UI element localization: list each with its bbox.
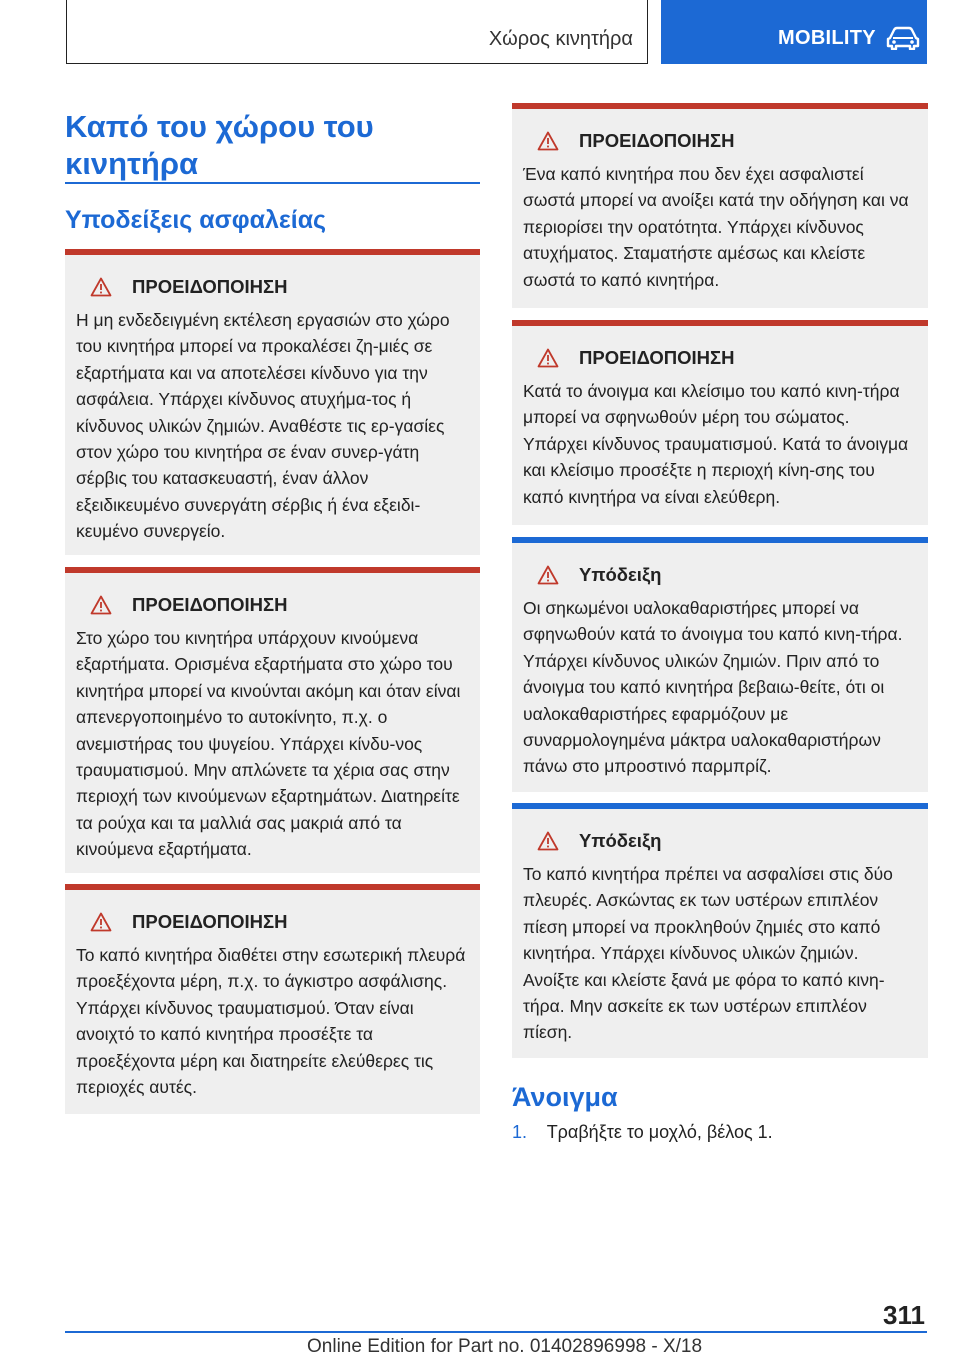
warning-triangle-icon (90, 595, 112, 615)
page-title: Καπό του χώρου του κινητήρα (65, 109, 374, 181)
warning-triangle-icon (537, 348, 559, 368)
car-icon (886, 26, 920, 55)
warning-triangle-icon (537, 131, 559, 151)
warning-text: Στο χώρο του κινητήρα υπάρχουν κινούμενα εξαρτήματα. Ορισμένα εξαρτήματα στο χώρο του κινητήρα μπορεί να κινούνται ακόμη και όταν είναι απενεργοποιημένο το αυτοκίνητο, π.χ. ο ανεμιστήρας του ψυγείου. Υπάρχει κίνδυ-νος τραυματισμού. Μην απλώνετε τα χέρια σας στην περιοχή των κινούμενων εξαρτημάτων. Διατηρείτε τα ρούχα και τα μαλλιά σας μακριά από τα κινούμενα εξαρτήματα. (76, 628, 461, 860)
header-mobility-tab[interactable] (661, 0, 927, 64)
warning-triangle-icon (90, 912, 112, 932)
warning-text: Ένα καπό κινητήρα που δεν έχει ασφαλιστεί σωστά μπορεί να ανοίξει κατά την οδήγηση και να περιορίσει την ορατότητα. Υπάρχει κίνδυνος ατυχήματος. Σταματήστε αμέσως και κλείστε σωστά το καπό κινητήρα. (523, 164, 909, 290)
warning-box-5 (512, 320, 928, 525)
warning-heading: ΠΡΟΕΙΔΟΠΟΙΗΣΗ (537, 346, 918, 370)
note-heading: Υπόδειξη (537, 829, 918, 853)
page-number: 311 (883, 1300, 925, 1330)
step-number: 1. (512, 1122, 528, 1142)
warning-box-2 (65, 567, 480, 873)
warning-heading: ΠΡΟΕΙΔΟΠΟΙΗΣΗ (537, 129, 918, 153)
warning-box-1 (65, 249, 480, 555)
list-item (512, 1122, 773, 1143)
title-divider (65, 182, 480, 184)
header-section-title: Χώρος κινητήρα (488, 28, 633, 50)
note-heading: Υπόδειξη (537, 563, 918, 587)
warning-triangle-icon (90, 277, 112, 297)
header-mobility-label: MOBILITY (778, 27, 876, 49)
warning-box-3 (65, 884, 480, 1114)
caution-triangle-icon (537, 831, 559, 851)
note-box-2 (512, 803, 928, 1058)
warning-heading: ΠΡΟΕΙΔΟΠΟΙΗΣΗ (90, 910, 470, 934)
step-text: Τραβήξτε το μοχλό, βέλος 1. (546, 1122, 773, 1142)
caution-triangle-icon (537, 565, 559, 585)
warning-text: Το καπό κινητήρα διαθέτει στην εσωτερική πλευρά προεξέχοντα μέρη, π.χ. το άγκιστρο ασφάλισης. Υπάρχει κίνδυνος τραυματισμού. Όταν είναι ανοιχτό το καπό κινητήρα προσέξτε τα προεξέχοντα μέρη και διατηρείτε ελεύθερες τις περιοχές αυτές. (76, 945, 466, 1098)
warning-box-4 (512, 103, 928, 308)
warning-heading: ΠΡΟΕΙΔΟΠΟΙΗΣΗ (90, 593, 470, 617)
footer-divider (65, 1331, 927, 1333)
warning-text: Η μη ενδεδειγμένη εκτέλεση εργασιών στο χώρο του κινητήρα μπορεί να προκαλέσει ζη-μιές σε εξαρτήματα και να αποτελέσει κίνδυνο για την ασφάλεια. Υπάρχει κίνδυνος ατυχήμα-τος ή κίνδυνος υλικών ζημιών. Αναθέστε τις ερ-γασίες στον χώρο του κινητήρα σε έναν συνερ-γάτη σέρβις του κατασκευαστή, έναν άλλον εξειδικευμένο συνεργάτη σέρβις ή ένα εξειδι-κευμένο συνεργείο. (76, 310, 450, 542)
note-text: Οι σηκωμένοι υαλοκαθαριστήρες μπορεί να σφηνωθούν κατά το άνοιγμα του καπό κινη-τήρα. Υπάρχει κίνδυνος υλικών ζημιών. Πριν από το άνοιγμα του καπό κινητήρα βεβαιω-θείτε, ότι οι υαλοκαθαριστήρες εφαρμόζουν με συναρμολογημένα μάκτρα υαλοκαθαριστήρων πάνω στο μπροστινό παρμπρίζ. (523, 598, 903, 777)
section-heading-opening: Άνοιγμα (512, 1082, 618, 1112)
header-section-tab (66, 0, 648, 64)
warning-text: Κατά το άνοιγμα και κλείσιμο του καπό κινη-τήρα μπορεί να σφηνωθούν μέρη του σώματος. Υπάρχει κίνδυνος τραυματισμού. Κατά το άνοιγμα και κλείσιμο προσέξτε η περιοχή κίνη-σης του καπό κινητήρα να είναι ελεύθερη. (523, 381, 909, 507)
section-subtitle: Υποδείξεις ασφαλείας (65, 206, 327, 234)
note-text: Το καπό κινητήρα πρέπει να ασφαλίσει στις δύο πλευρές. Ασκώντας εκ των υστέρων επιπλέον πίεση μπορεί να προκληθούν ζημιές στο καπό κινητήρα. Υπάρχει κίνδυνος υλικών ζημιών. Ανοίξτε και κλείστε ξανά με φόρα το καπό κινη-τήρα. Μην ασκείτε εκ των υστέρων επιπλέον πίεση. (523, 864, 893, 1043)
footer-edition: Online Edition for Part no. 01402896998 - X/18 (307, 1336, 703, 1357)
note-box-1 (512, 537, 928, 792)
warning-heading: ΠΡΟΕΙΔΟΠΟΙΗΣΗ (90, 275, 470, 299)
